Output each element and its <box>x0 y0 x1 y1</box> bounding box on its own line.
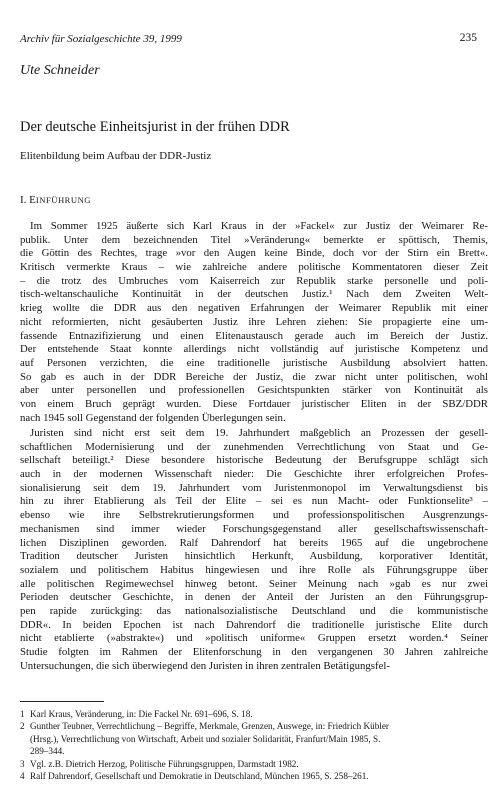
footnote-number: 3 <box>20 758 25 769</box>
text-line: – die trotz des Umbruches vom Kaiserreich zur Republik starke personelle und poli- <box>20 274 488 287</box>
footnote-text: (Hrsg.), Verrechtlichung von Wirtschaft, Arbeit und sozialer Solidarität, Franfurt/Main 1985, S. <box>30 733 381 744</box>
text-line: auch in der modernen Wissenschaft nieder: Die Geschichte ihrer erfolgreichen Profes- <box>20 468 488 481</box>
text-line: Tradition deutscher Juristen hinsichtlich Herkunft, Ausbildung, korporativer Identität, <box>20 550 488 563</box>
section-number: I. <box>20 194 27 206</box>
text-line: Der entstehende Staat konnte allerdings nicht vollständig auf juristische Kompetenz und <box>20 343 488 356</box>
text-line: tisch-weltanschauliche Kontinuität in der deutschen Justiz.¹ Nach dem Zweiten Welt- <box>20 288 488 301</box>
article-author: Ute Schneider <box>20 63 100 78</box>
text-line: sozialem und politischem Habitus hingewiesen und ihre Rolle als Führungsgruppe über <box>20 563 488 576</box>
footnote-text: Karl Kraus, Veränderung, in: Die Fackel Nr. 691–696, S. 18. <box>30 709 253 719</box>
text-line: mechanismen sind immer wieder Forschungsgegenstand aller gesellschaftswissenschaft- <box>20 522 488 535</box>
text-line: pen rapide zurückging: das nationalsozialistische Deutschland und die kommunistische <box>20 604 488 617</box>
footnote-number: 2 <box>20 721 25 732</box>
footnote-text: Ralf Dahrendorf, Gesellschaft und Demokratie in Deutschland, München 1965, S. 258–261. <box>30 770 369 781</box>
article-subtitle: Elitenbildung beim Aufbau der DDR-Justiz <box>20 150 212 162</box>
text-line: lichen Disziplinen geworden. Ralf Dahrendorf hat bereits 1965 auf die ungebrochene <box>20 536 488 549</box>
footnote-number: 1 <box>20 709 25 719</box>
footnote-line <box>20 708 488 720</box>
footnotes <box>20 708 488 782</box>
footnote-line <box>20 720 488 732</box>
paragraph-1 <box>20 220 488 425</box>
text-line: die Göttin des Rechtes, trage »vor den Augen keine Binde, doch vor der Stirn ein Brett«. <box>20 247 488 260</box>
text-line: nach 1945 soll Gegenstand der folgenden Überlegungen sein. <box>20 411 286 424</box>
footnote-text: Vgl. z.B. Dietrich Herzog, Politische Führungsgruppen, Darmstadt 1982. <box>30 758 299 769</box>
text-line: hin zu ihrer Etablierung als Teil der Elite – sei es nun Macht- oder Funktionselite³ – <box>20 495 488 508</box>
text-line: fassende Entnazifizierung und einen Elitenaustausch gerade auch im Bereich der Justiz. <box>20 329 488 342</box>
paragraph-2 <box>20 427 488 673</box>
text-line: DDR«. In beiden Epochen ist nach Dahrendorf die traditionelle juristische Elite durch <box>20 618 488 631</box>
text-line: krieg wollte die DDR aus den negativen Erfahrungen der Weimarer Republik mit einer <box>20 302 488 315</box>
text-line: sellschaft beteiligt.² Diese besondere historische Bedeutung der Berufsgruppe schlägt sich <box>20 454 488 467</box>
text-line: Juristen sind nicht erst seit dem 19. Jahrhundert maßgeblich an Prozessen der gesell- <box>30 427 488 439</box>
text-line: aber unter personellen und professionellen Gesichtspunkten stärker von Kontinuität als <box>20 384 488 397</box>
footnote-number: 4 <box>20 770 25 781</box>
running-header-journal: Archiv für Sozialgeschichte 39, 1999 <box>20 33 182 45</box>
article-title: Der deutsche Einheitsjurist in der frühen DDR <box>20 119 290 135</box>
text-line: Studie folgten im Rahmen der Elitenforschung in den vergangenen 30 Jahren zahlreiche <box>20 646 488 658</box>
text-line: alle politischen Regimewechsel hinweg betont. Seiner Meinung nach »gab es nur zwei <box>20 577 488 590</box>
text-line: Untersuchungen, die sich überwiegend den Juristen in ihren zentralen Betätigungsfel- <box>20 659 390 672</box>
section-title-initial: E <box>29 194 36 206</box>
footnote-line <box>20 733 488 745</box>
section-heading <box>20 194 91 206</box>
footnote-text: Gunther Teubner, Verrechtlichung – Begriffe, Merkmale, Grenzen, Auswege, in: Friedrich Kübler <box>30 721 389 732</box>
page-number: 235 <box>459 32 477 44</box>
footnote-line <box>20 745 488 757</box>
text-line: ebenso wie ihre Selbstrekrutierungsformen und professionspolitischen Ausgrenzungs- <box>20 509 488 522</box>
text-line: Im Sommer 1925 äußerte sich Karl Kraus in der »Fackel« zur Justiz der Weimarer Re- <box>30 220 488 232</box>
text-line: nicht reformierten, nicht gesäuberten Justiz ihre Lehren ziehen: Sie propagierte eine um- <box>20 315 488 328</box>
footnote-line <box>20 770 488 782</box>
footnote-line <box>20 758 488 770</box>
footnote-rule <box>20 701 104 702</box>
footnote-text: 289–344. <box>30 746 65 757</box>
text-line: nicht etablierte (»abstrakte«) und »politisch uniforme« Gruppen ersetzt worden.⁴ Seiner <box>20 632 488 645</box>
text-line: So gab es auch in der DDR Bereiche der Justiz, die zwar nicht unter politischen, wohl <box>20 370 488 383</box>
text-line: auf Personen verzichten, die eine traditionelle juristische Ausbildung absolviert hatten. <box>20 356 488 369</box>
text-line: Perioden deutscher Geschichte, in denen der Anteil der Juristen an den Führungsgrup- <box>20 591 488 604</box>
text-line: sionalisierung seit dem 19. Jahrhundert vom Juristenmonopol im Verwaltungsdienst bis <box>20 481 488 494</box>
section-title-rest: INFÜHRUNG <box>35 195 92 205</box>
text-line: von einem Bruch geprägt wurden. Diese Fortdauer juristischer Eliten in der SBZ/DDR <box>20 397 488 410</box>
text-line: schaftlichen Modernisierung und der zunehmenden Verrechtlichung von Staat und Ge- <box>20 440 488 453</box>
text-line: publik. Unter dem bezeichnenden Titel »Veränderung« bemerkte er spöttisch, Themis, <box>20 233 488 246</box>
text-line: Kritisch vermerkte Kraus – wie zahlreiche andere politische Kommentatoren dieser Zeit <box>20 261 488 274</box>
